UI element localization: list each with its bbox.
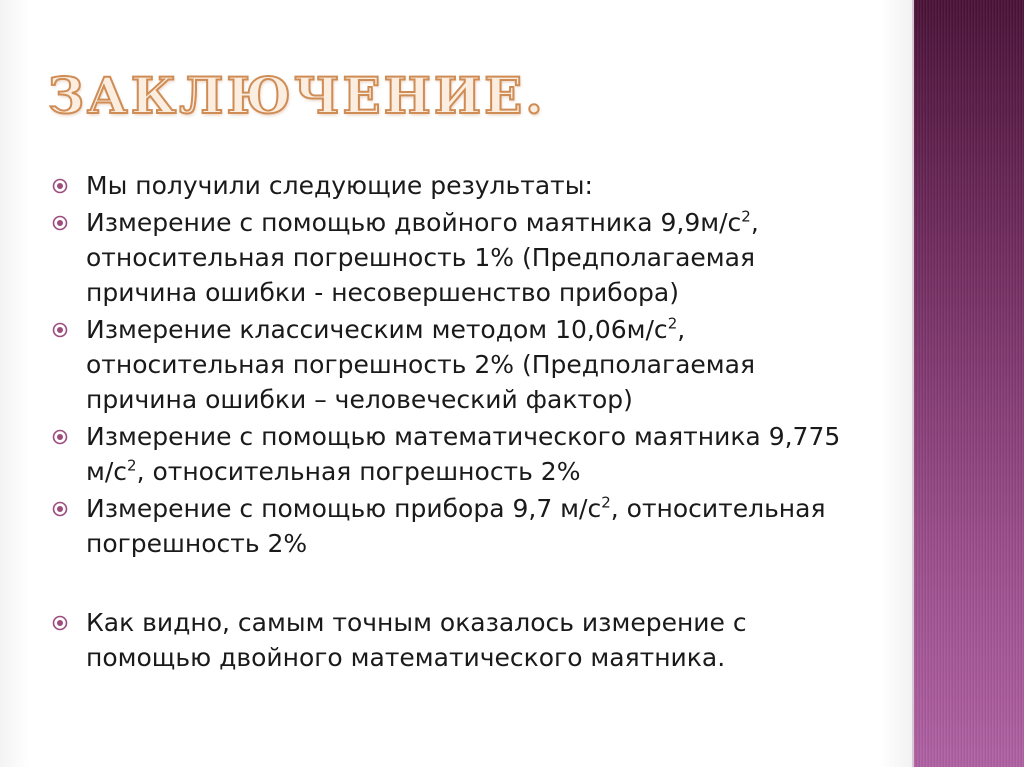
circled-dot-icon	[52, 322, 68, 338]
bullet-text-continued: , относительная погрешность 2% (Предполагаемая причина ошибки – человеческий фактор)	[86, 315, 756, 414]
bullet-item-conclusion	[52, 605, 852, 675]
bullet-text: Измерение классическим методом 10,06м/с	[86, 315, 668, 344]
bullet-text: Измерение с помощью двойного маятника 9,9м/с	[86, 208, 742, 237]
bullet-text-continued: , относительная погрешность 2%	[136, 457, 581, 486]
circled-dot-icon	[52, 178, 68, 194]
bullet-item-results-intro	[52, 168, 852, 203]
bullet-item-classic-method	[52, 312, 852, 417]
superscript: 2	[667, 314, 678, 333]
bullet-text: Как видно, самым точным оказалось измерение с помощью двойного математического маятника.	[86, 608, 747, 672]
bullet-item-math-pendulum	[52, 419, 852, 489]
bullet-text: Измерение с помощью математического маятника 9,775 м/с	[86, 422, 841, 486]
bullet-text-continued: , относительная погрешность 1% (Предполагаемая причина ошибки - несовершенство прибора)	[86, 208, 759, 307]
superscript: 2	[741, 207, 751, 226]
slide-title: ЗАКЛЮЧЕНИЕ.	[48, 66, 546, 125]
circled-dot-icon	[52, 429, 68, 445]
superscript: 2	[127, 456, 137, 475]
bullet-text: Мы получили следующие результаты:	[86, 171, 593, 200]
side-decorative-panel	[914, 0, 1024, 767]
circled-dot-icon	[52, 615, 68, 631]
superscript: 2	[601, 493, 611, 512]
circled-dot-icon	[52, 501, 68, 517]
bullet-list	[52, 168, 852, 677]
circled-dot-icon	[52, 215, 68, 231]
bullet-text-continued: , относительная погрешность 2%	[86, 494, 826, 558]
bullet-item-double-pendulum	[52, 205, 852, 310]
bullet-item-instrument	[52, 491, 852, 561]
bullet-text: Измерение с помощью прибора 9,7 м/с	[86, 494, 602, 523]
